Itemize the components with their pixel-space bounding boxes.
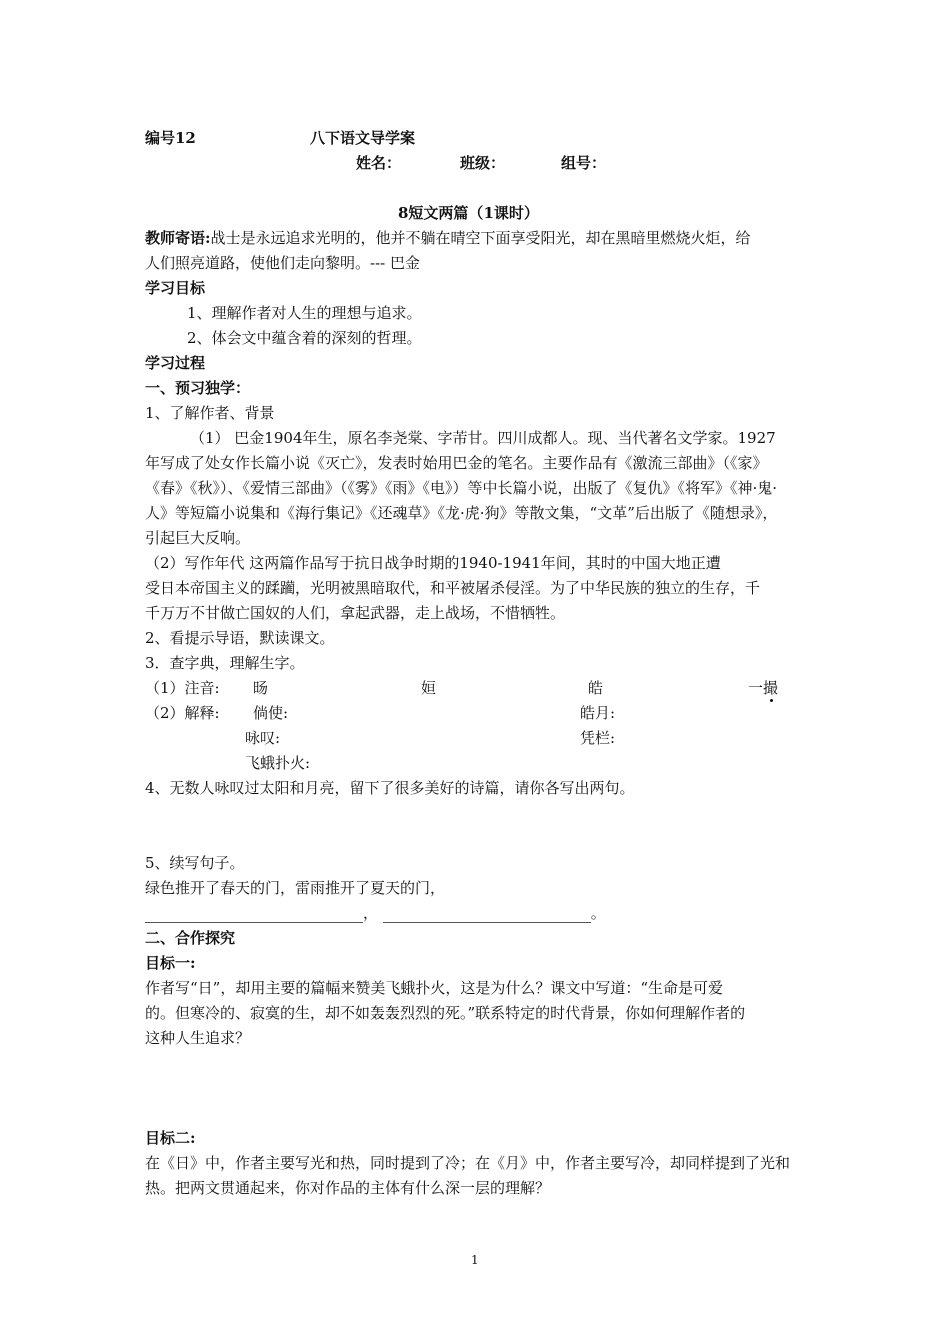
group-label: 组号：	[561, 154, 607, 172]
era-line-1: （2）写作年代 这两篇作品写于抗日战争时期的1940-1941年间，其时的中国大地正遭	[145, 554, 721, 572]
item5-blanks	[145, 903, 606, 923]
pinyin-word-4-dotted: 撮	[763, 679, 779, 697]
pinyin-word-4	[748, 678, 778, 698]
item2: 2、看提示导语，默读课文。	[145, 629, 335, 647]
explain-label: （2）解释:	[145, 704, 220, 722]
item3: 3．查字典，理解生字。	[145, 654, 305, 672]
bio-line-5: 引起巨大反响。	[145, 529, 251, 547]
pinyin-word-1: 旸	[253, 679, 269, 697]
goal-item-1: 1、理解作者对人生的理想与追求。	[187, 304, 422, 322]
goal1-heading: 目标一:	[145, 954, 196, 972]
page-number: 1	[471, 1253, 479, 1267]
pinyin-word-4-prefix: 一	[748, 679, 764, 697]
pinyin-word-2: 姮	[421, 679, 437, 697]
answer-blank-2[interactable]	[383, 906, 591, 923]
blank-comma: ，	[363, 904, 379, 922]
explain-word-1: 倘使:	[253, 704, 289, 722]
pinyin-word-3: 皓	[588, 679, 604, 697]
explain-word-2: 皓月:	[580, 704, 616, 722]
item5: 5、续写句子。	[145, 854, 245, 872]
explain-word-3: 咏叹:	[245, 729, 281, 747]
bio-line-1: （1） 巴金1904年生，原名李尧棠、字芾甘。四川成都人。现、当代著名文学家。1927	[190, 429, 776, 447]
teacher-message-line1	[145, 228, 751, 248]
lesson-title: 8短文两篇（1课时）	[398, 204, 539, 222]
bio-line-2: 年写成了处女作长篇小说《灭亡》，发表时始用巴金的笔名。主要作品有《激流三部曲》（《家》	[145, 454, 768, 472]
goal1-line-2: 的。但寒冷的、寂寞的生，却不如轰轰烈烈的死。”联系特定的时代背景，你如何理解作者的	[145, 1004, 746, 1022]
answer-blank-1[interactable]	[145, 906, 363, 923]
teacher-message-label: 教师寄语:	[145, 229, 211, 247]
goals-heading: 学习目标	[145, 279, 206, 297]
goal-item-2: 2、体会文中蕴含着的深刻的哲理。	[187, 329, 422, 347]
teacher-message-text1: 战士是永远追求光明的，他并不躺在晴空下面享受阳光，却在黑暗里燃烧火炬，给	[210, 229, 751, 247]
era-line-3: 千万万不甘做亡国奴的人们，拿起武器，走上战场，不惜牺牲。	[145, 604, 566, 622]
part1-heading: 一、预习独学：	[145, 379, 251, 397]
bio-line-4: 人》等短篇小说集和《海行集记》《还魂草》《龙·虎·狗》等散文集，“文革”后出版了《随想录》，	[145, 504, 778, 522]
process-heading: 学习过程	[145, 354, 206, 372]
bio-line-3: 《春》《秋》）、《爱情三部曲》（《雾》《雨》《电》）等中长篇小说，出版了《复仇》《将军》《神·鬼·	[145, 479, 778, 497]
doc-number: 编号12	[145, 129, 196, 147]
item1: 1、了解作者、背景	[145, 404, 275, 422]
teacher-message-line2: 人们照亮道路，使他们走向黎明。--- 巴金	[145, 254, 420, 272]
goal1-line-3: 这种人生追求？	[145, 1029, 251, 1047]
goal2-line-2: 热。把两文贯通起来，你对作品的主体有什么深一层的理解？	[145, 1179, 551, 1197]
explain-word-5: 飞蛾扑火:	[245, 754, 311, 772]
class-label: 班级：	[460, 154, 506, 172]
item5-prompt: 绿色推开了春天的门，雷雨推开了夏天的门，	[145, 879, 446, 897]
goal1-line-1: 作者写“日”，却用主要的篇幅来赞美飞蛾扑火，这是为什么？课文中写道：“生命是可爱	[145, 979, 724, 997]
goal2-heading: 目标二:	[145, 1129, 196, 1147]
name-label: 姓名：	[356, 154, 402, 172]
era-line-2: 受日本帝国主义的蹂躏，光明被黑暗取代，和平被屠杀侵淫。为了中华民族的独立的生存，千	[145, 579, 761, 597]
coop-heading: 二、合作探究	[145, 929, 236, 947]
pinyin-label: （1）注音:	[145, 679, 220, 697]
goal2-line-1: 在《日》中，作者主要写光和热，同时提到了冷；在《月》中，作者主要写冷，却同样提到了光和	[145, 1154, 791, 1172]
explain-word-4: 凭栏:	[580, 729, 616, 747]
doc-title: 八下语文导学案	[310, 129, 416, 147]
item4: 4、无数人咏叹过太阳和月亮，留下了很多美好的诗篇，请你各写出两句。	[145, 779, 635, 797]
blank-period: 。	[590, 904, 606, 922]
